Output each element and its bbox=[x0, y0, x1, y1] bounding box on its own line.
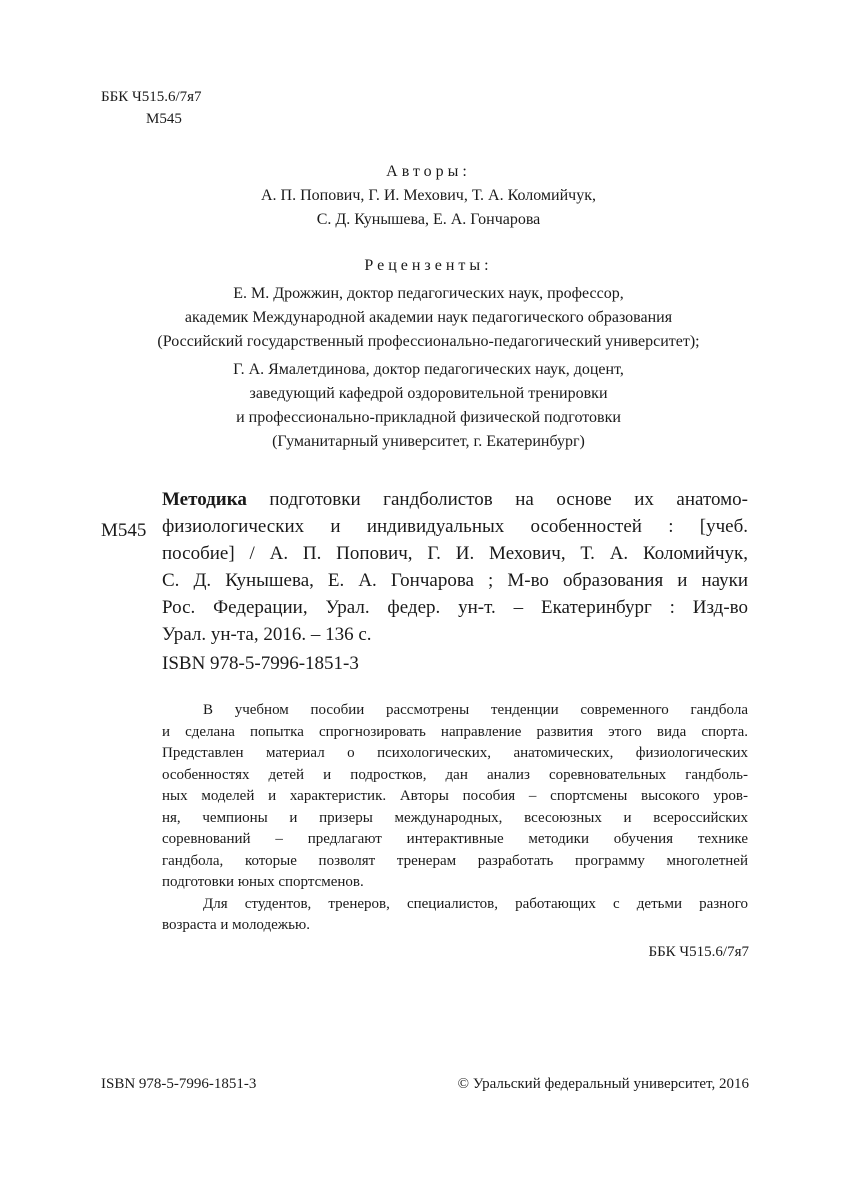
card-line bbox=[162, 486, 748, 513]
card-isbn: ISBN 978-5-7996-1851-3 bbox=[162, 653, 359, 674]
abstract-line: и сделана попытка спрогнозировать направление развития этого вида спорта. bbox=[162, 723, 748, 740]
authors-line: А. П. Попович, Г. И. Мехович, Т. А. Коломийчук, bbox=[261, 187, 596, 204]
reviewer-entry bbox=[0, 282, 857, 354]
card-title-rest: подготовки гандболистов на основе их анатомо- bbox=[269, 489, 749, 510]
abstract-line: соревнований – предлагают интерактивные методики обучения технике bbox=[162, 831, 748, 847]
reviewer-entry bbox=[0, 358, 857, 454]
card-title: Методика bbox=[162, 489, 247, 510]
card-line: Урал. ун-та, 2016. – 136 с. bbox=[162, 624, 372, 645]
reviewer-line: академик Международной академии наук педагогического образования bbox=[184, 309, 673, 326]
abstract-line: В учебном пособии рассмотрены тенденции современного гандбола bbox=[203, 702, 748, 718]
abstract-line: ных моделей и характеристик. Авторы пособия – спортсмены высокого уров- bbox=[162, 788, 748, 804]
reviewers-block bbox=[0, 254, 857, 454]
abstract-line: подготовки юных спортсменов. bbox=[162, 874, 364, 890]
abstract-line: возраста и молодежью. bbox=[162, 917, 310, 933]
footer-isbn: ISBN 978-5-7996-1851-3 bbox=[101, 1076, 257, 1092]
authors-heading: Авторы: bbox=[386, 163, 471, 180]
card-line: физиологических и индивидуальных особенностей : [учеб. bbox=[162, 516, 748, 537]
authors-line: С. Д. Кунышева, Е. А. Гончарова bbox=[316, 211, 541, 228]
card-line: С. Д. Кунышева, Е. А. Гончарова ; М-во образования и науки bbox=[162, 570, 748, 591]
abstract-bbk: ББК Ч515.6/7я7 bbox=[648, 944, 749, 960]
abstract-paragraph bbox=[162, 894, 748, 937]
card-index: М545 bbox=[101, 520, 147, 541]
bbk-header bbox=[101, 86, 202, 130]
footer-copyright: © Уральский федеральный университет, 2016 bbox=[457, 1076, 749, 1092]
abstract-line: гандбола, которые позволят тренерам разработать программу многолетней bbox=[162, 852, 748, 869]
bbk-code: ББК Ч515.6/7я7 bbox=[101, 89, 202, 105]
abstract-paragraph bbox=[162, 700, 748, 894]
abstract bbox=[162, 700, 748, 937]
reviewer-line: (Российский государственный профессионально-педагогический университет); bbox=[157, 333, 700, 350]
reviewer-line: Е. М. Дрожжин, доктор педагогических наук, профессор, bbox=[233, 285, 624, 302]
card-line: пособие] / А. П. Попович, Г. И. Мехович, Т. А. Коломийчук, bbox=[162, 543, 748, 564]
abstract-line: особенностях детей и подростков, дан анализ соревновательных гандболь- bbox=[162, 766, 748, 783]
reviewer-line: заведующий кафедрой оздоровительной тренировки bbox=[249, 385, 608, 402]
reviewers-heading: Рецензенты: bbox=[364, 257, 493, 274]
author-mark: М545 bbox=[146, 111, 182, 127]
catalog-card bbox=[162, 486, 748, 677]
card-line: Рос. Федерации, Урал. федер. ун-т. – Екатеринбург : Изд-во bbox=[162, 597, 748, 618]
reviewer-line: и профессионально-прикладной физической подготовки bbox=[236, 409, 621, 426]
reviewer-line: Г. А. Ямалетдинова, доктор педагогических наук, доцент, bbox=[233, 361, 624, 378]
abstract-line: ня, чемпионы и призеры международных, всесоюзных и всероссийских bbox=[162, 809, 748, 826]
reviewer-line: (Гуманитарный университет, г. Екатеринбург) bbox=[272, 433, 585, 450]
abstract-line: Для студентов, тренеров, специалистов, работающих с детьми разного bbox=[203, 895, 748, 912]
authors-block bbox=[0, 160, 857, 232]
abstract-line: Представлен материал о психологических, анатомических, физиологических bbox=[162, 745, 748, 761]
